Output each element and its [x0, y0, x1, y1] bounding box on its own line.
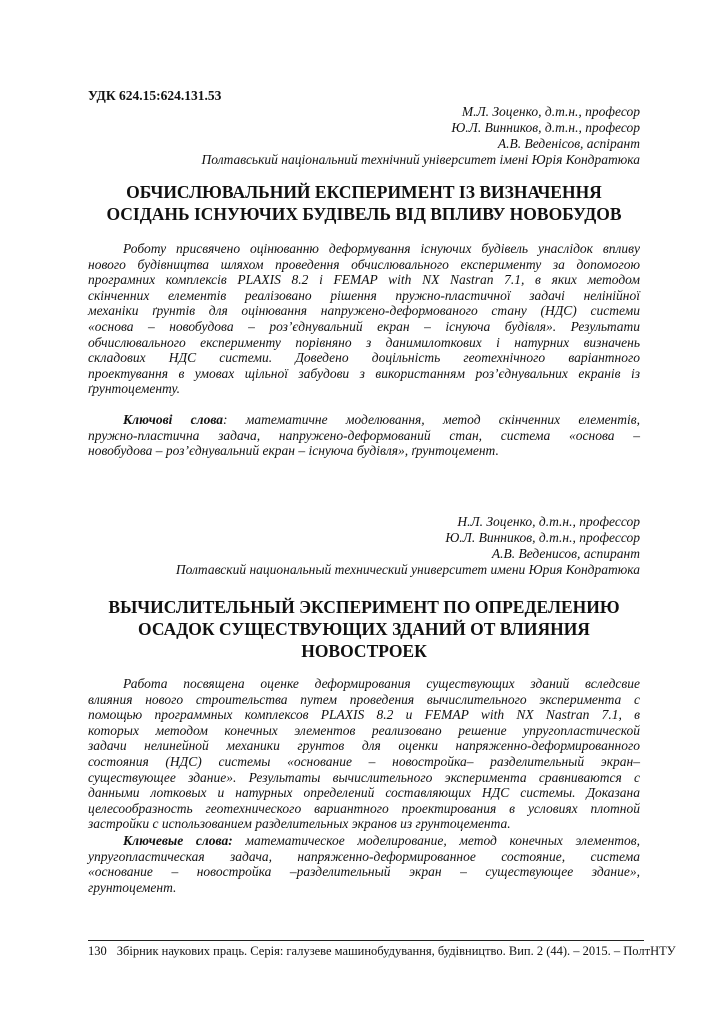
title-line: ОБЧИСЛЮВАЛЬНИЙ ЕКСПЕРИМЕНТ ІЗ ВИЗНАЧЕННЯ	[126, 182, 602, 202]
author: Ю.Л. Винников, д.т.н., профессор	[445, 530, 640, 545]
author: А.В. Веденісов, аспірант	[497, 136, 640, 151]
ru-authors	[176, 514, 640, 578]
abstract-line: обчислювального експерименту порівняно з данимилоткових і натурних визначень	[88, 334, 640, 350]
abstract-line: помощью программных комплексов PLAXIS 8.2 и FEMAP with NX Nastran 7.1, в	[88, 707, 640, 723]
abstract-line: целесообразность геотехнического вариантного проектирования в условиях плотной	[88, 800, 640, 816]
abstract-line: «основа – новобудова – роз’єднувальний екран – існуюча будівля». Результати	[88, 318, 640, 334]
keywords-text: пружно-пластична задача, напружено-деформований стан, система «основа –	[88, 427, 640, 443]
ua-authors	[202, 104, 640, 168]
ua-keywords	[88, 412, 640, 459]
ru-keywords	[88, 833, 640, 895]
abstract-line: состояния (НДС) системы «основание – новостройка– разделительный экран–	[88, 753, 640, 769]
abstract-line: данными лотковых и натурных определений составляющих НДС системы. Доказана	[88, 785, 640, 801]
abstract-line: влияния нового строительства путем проведения вычислительного эксперимента с	[88, 691, 640, 707]
footer-divider	[88, 940, 644, 941]
title-line: ОСАДОК СУЩЕСТВУЮЩИХ ЗДАНИЙ ОТ ВЛИЯНИЯ	[138, 619, 590, 639]
keywords-text: упругопластическая задача, напряженно-деформированное состояние, система	[88, 848, 640, 864]
abstract-line: скінченних елементів реалізовано рішення пружно-пластичної задачі нелінійної	[88, 287, 640, 303]
title-line: ОСІДАНЬ ІСНУЮЧИХ БУДІВЕЛЬ ВІД ВПЛИВУ НОВОБУДОВ	[106, 204, 622, 224]
ua-title	[80, 181, 648, 225]
abstract-line: нового будівництва шляхом проведення обчислювального експерименту за допомогою	[88, 256, 640, 272]
page-footer	[88, 944, 676, 959]
abstract-line: застройки с использованием разделительных экранов из грунтоцемента.	[88, 816, 511, 832]
keywords-text: грунтоцемент.	[88, 879, 177, 895]
author: Н.Л. Зоценко, д.т.н., профессор	[457, 514, 640, 529]
abstract-line: Роботу присвячено оцінюванню деформування існуючих будівель унаслідок впливу	[123, 241, 640, 256]
abstract-line: задачи нелинейной механики грунтов для оценки напряженно-деформированного	[88, 738, 640, 754]
abstract-line: програмних комплексів PLAXIS 8.2 і FEMAP with NX Nastran 7.1, в яких методом	[88, 272, 640, 288]
keywords-text: : математичне моделювання, метод скінченних елементів,	[223, 412, 640, 427]
title-line: ВЫЧИСЛИТЕЛЬНЫЙ ЭКСПЕРИМЕНТ ПО ОПРЕДЕЛЕНИЮ	[108, 597, 620, 617]
abstract-line: существующее здание». Результаты вычислительного эксперимента сравниваются с	[88, 769, 640, 785]
abstract-line: ґрунтоцементу.	[88, 381, 180, 397]
page-number: 130	[88, 944, 107, 958]
author: М.Л. Зоценко, д.т.н., професор	[461, 104, 640, 119]
keywords-label: Ключові слова	[123, 412, 224, 427]
abstract-line: механіки ґрунтів для оцінювання напружено-деформованого стану (НДС) системи	[88, 303, 640, 319]
author: А.В. Веденисов, аспирант	[491, 546, 640, 561]
abstract-line: которых методом конечных элементов реализовано решение упругопластической	[88, 722, 640, 738]
keywords-text: новобудова – роз’єднувальний екран – існуюча будівля», ґрунтоцемент.	[88, 443, 499, 459]
ua-abstract	[88, 241, 640, 397]
abstract-line: Работа посвящена оценке деформирования существующих зданий вследсвие	[123, 676, 640, 691]
ru-abstract	[88, 676, 640, 832]
author: Ю.Л. Винников, д.т.н., професор	[451, 120, 640, 135]
ru-title	[80, 596, 648, 662]
udk-code: УДК 624.15:624.131.53	[88, 88, 222, 103]
keywords-text: математическое моделирование, метод конечных элементов,	[232, 833, 640, 848]
title-line: НОВОСТРОЕК	[301, 641, 427, 661]
keywords-label: Ключевые слова:	[123, 833, 233, 848]
footer-text: Збірник наукових праць. Серія: галузеве машинобудування, будівництво. Вип. 2 (44). – 2015. – ПолтНТУ	[116, 944, 676, 958]
keywords-text: «основание – новостройка –разделительный экран – существующее здание»,	[88, 864, 640, 880]
abstract-line: складових НДС системи. Доведено доцільність геотехнічного варіантного	[88, 350, 640, 366]
affiliation: Полтавський національний технічний університет імені Юрія Кондратюка	[201, 152, 640, 167]
affiliation: Полтавский национальный технический университет имени Юрия Кондратюка	[175, 562, 640, 577]
abstract-line: проектування в умовах щільної забудови з використанням роз’єднувальних екранів із	[88, 365, 640, 381]
